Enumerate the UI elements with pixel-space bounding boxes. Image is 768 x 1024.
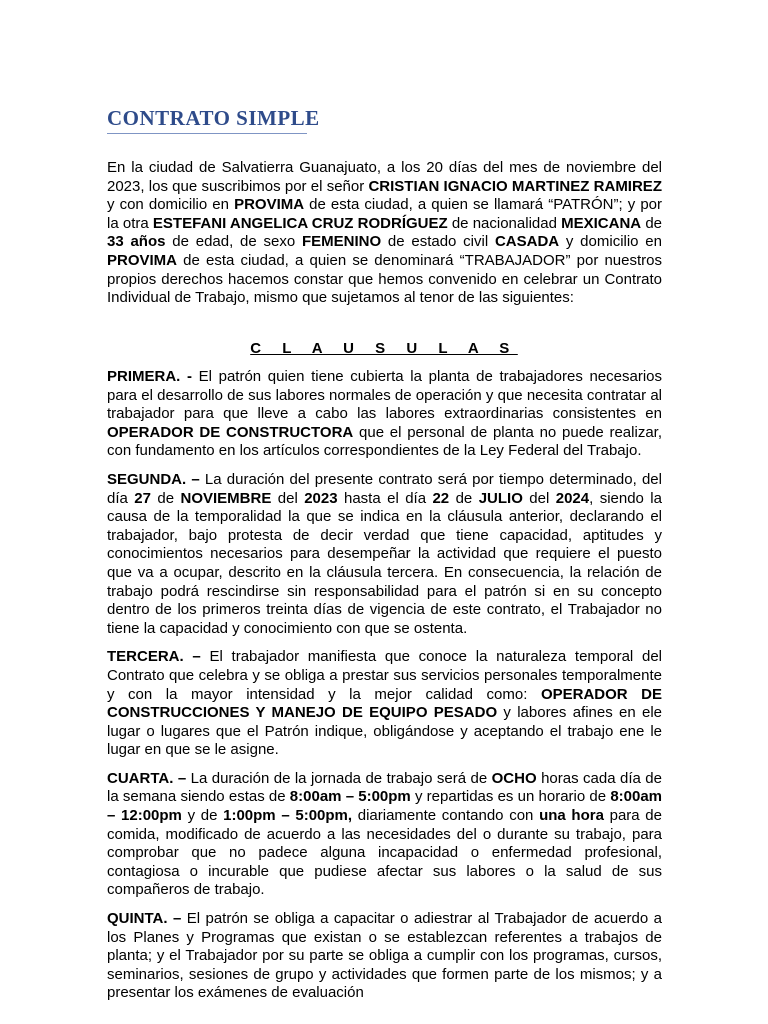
clause-label: QUINTA. – — [107, 910, 182, 928]
start-month: NOVIEMBRE — [180, 489, 272, 507]
shift-morning: 8:00am – 12:00pm — [107, 788, 663, 825]
position-title: OPERADOR DE CONSTRUCCIONES Y MANEJO DE EQUIPO PESADO — [107, 685, 662, 722]
clausulas-heading: C L A U S U L A S — [250, 340, 518, 357]
title-underline — [107, 133, 307, 134]
worker-age: 33 años — [107, 233, 166, 251]
shift-afternoon: 1:00pm – 5:00pm, — [223, 807, 353, 825]
clause-label: PRIMERA. - — [107, 368, 192, 385]
clause-segunda: SEGUNDA. – La duración del presente contrato será por tiempo determinado, del día 27 de NOVIEMBRE del 2023 hasta el día 22 de JULIO del 2024, siendo la causa de la temporalidad la que se indica en la cláusula anterior, declarando el trabajador, bajo protesta de decir verdad que tiene capacidad, aptitudes y conocimientos necesarios para desempeñar la actividad que requiere el puesto que va a ocupar, descrito en la cláusula tercera. En consecuencia, la relación de trabajo podrá rescindirse sin responsabilidad para el patrón si en su concepto dentro de los primeros treinta días de vigencia de este contrato, el Trabajador no tiene la capacidad y conocimiento con que se ostenta. — [107, 470, 662, 637]
worker-domicile: PROVIMA — [107, 251, 178, 269]
clause-quinta: QUINTA. – El patrón se obliga a capacitar o adiestrar al Trabajador de acuerdo a los Planes y Programas que existan o se establezcan referentes a trabajos de planta; y el Trabajador por su parte se obliga a cumplir con los programas, cursos, seminarios, sesiones de grupo y actividades que formen parte de los mismos; y a presentar los exámenes de evaluación — [107, 910, 662, 1002]
position-title: OPERADOR DE CONSTRUCTORA — [107, 423, 354, 441]
worker-name: ESTEFANI ANGELICA CRUZ RODRÍGUEZ — [152, 214, 448, 232]
clause-label: CUARTA. – — [107, 769, 187, 787]
work-schedule: 8:00am – 5:00pm — [289, 788, 411, 806]
end-day: 22 — [432, 489, 450, 507]
start-day: 27 — [134, 489, 151, 507]
patron-name: CRISTIAN IGNACIO MARTINEZ RAMIREZ — [368, 177, 662, 195]
end-month: JULIO — [478, 489, 523, 507]
intro-paragraph: En la ciudad de Salvatierra Guanajuato, a los 20 días del mes de noviembre del 2023, los que suscribimos por el señor CRISTIAN IGNACIO MARTINEZ RAMIREZ y con domicilio en PROVIMA de esta ciudad, a quien se llamará “PATRÓN”; y por la otra ESTEFANI ANGELICA CRUZ RODRÍGUEZ de nacionalidad MEXICANA de 33 años de edad, de sexo FEMENINO de estado civil CASADA y domicilio en PROVIMA de esta ciudad, a quien se denominará “TRABAJADOR” por nuestros propios derechos hacemos constar que hemos convenido en celebrar un Contrato Individual de Trabajo, mismo que sujetamos al tenor de las siguientes: — [107, 159, 663, 307]
break-duration: una hora — [539, 807, 604, 825]
document-title: CONTRATO SIMPLE — [107, 106, 320, 130]
patron-domicile: PROVIMA — [234, 196, 305, 214]
intro-section — [107, 159, 662, 308]
clause-cuarta: CUARTA. – La duración de la jornada de trabajo será de OCHO horas cada día de la semana siendo estas de 8:00am – 5:00pm y repartidas es un horario de 8:00am – 12:00pm y de 1:00pm – 5:00pm, diariamente contando con una hora para de comida, modificado de acuerdo a las necesidades del o durante su trabajo, para comprobar que no padece alguna incapacidad o enfermedad profesional, contagiosa o incurable que pudiese afectar sus labores o la salud de sus compañeros de trabajo. — [107, 769, 663, 899]
work-hours: OCHO — [491, 769, 537, 787]
clause-tercera: TERCERA. – El trabajador manifiesta que conoce la naturaleza temporal del Contrato que celebra y se obliga a prestar sus servicios personales temporalmente y con la mayor intensidad y la mejor calidad como: OPERADOR DE CONSTRUCCIONES Y MANEJO DE EQUIPO PESADO y labores afines en ele lugar o lugares que el Patrón indique, obligándose y aceptando el trabajo ene le lugar en que se le asigne. — [107, 648, 663, 759]
end-year: 2024 — [555, 489, 590, 507]
clause-primera: PRIMERA. - El patrón quien tiene cubierta la planta de trabajadores necesarios para el desarrollo de sus labores normales de operación y que necesita contratar al trabajador para que lleve a cabo las labores extraordinarias consistentes en OPERADOR DE CONSTRUCTORA que el personal de planta no puede realizar, con fundamento en los artículos correspondientes de la Ley Federal del Trabajo. — [107, 368, 663, 460]
clause-label: TERCERA. – — [107, 648, 201, 666]
start-year: 2023 — [304, 489, 338, 507]
clause-label: SEGUNDA. – — [107, 470, 200, 488]
worker-sex: FEMENINO — [301, 233, 382, 251]
worker-nationality: MEXICANA — [561, 214, 642, 232]
clauses-section — [107, 368, 662, 1013]
worker-civil-status: CASADA — [494, 233, 560, 251]
